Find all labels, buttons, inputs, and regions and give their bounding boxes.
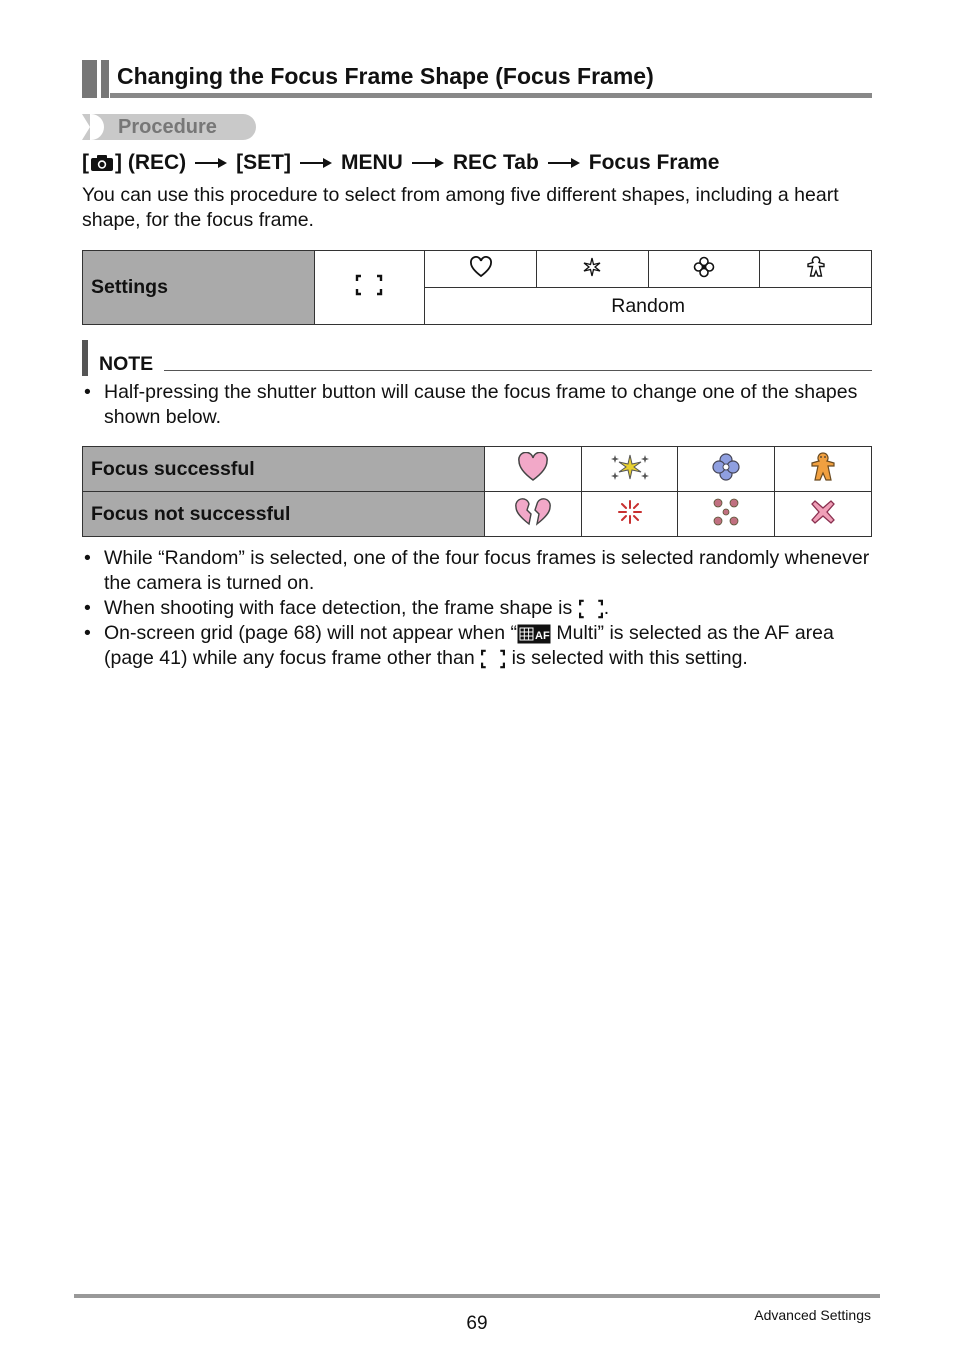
path-menu: MENU xyxy=(340,151,403,174)
chapter-title: Advanced Settings xyxy=(754,1307,871,1323)
focus-not-successful-label: Focus not successful xyxy=(83,492,485,537)
arrow-right-icon xyxy=(547,156,581,170)
path-rec-tab: REC Tab xyxy=(452,151,539,174)
note-label: NOTE xyxy=(99,353,154,375)
bracket-frame-icon xyxy=(355,274,383,296)
table-row xyxy=(83,447,872,492)
arrow-right-icon xyxy=(411,156,445,170)
heart-outline-icon xyxy=(469,256,493,278)
pink-cross-icon xyxy=(810,499,836,525)
bullet-grid: • On-screen grid (page 68) will not appear when “ AF Multi” is selected as the AF area (page 41) while any focus frame other than is selected with this setting. xyxy=(84,622,834,669)
footer-rule xyxy=(74,1294,880,1298)
section-rule xyxy=(110,93,872,98)
scattered-flower-icon xyxy=(711,497,741,527)
note-bar xyxy=(82,340,88,376)
note-rule xyxy=(164,370,872,371)
section-heading-bars xyxy=(82,60,112,98)
focus-successful-label: Focus successful xyxy=(83,447,485,492)
procedure-badge xyxy=(82,114,256,140)
bracket-frame-icon xyxy=(480,649,506,669)
flower-outline-icon xyxy=(693,256,715,278)
yellow-sparkle-icon xyxy=(610,451,650,483)
arrow-right-icon xyxy=(299,156,333,170)
note-bullet: • Half-pressing the shutter button will cause the focus frame to change one of the shapes shown below. xyxy=(84,381,858,428)
page-number: 69 xyxy=(466,1313,488,1334)
path-bracket-open: [ xyxy=(82,151,89,174)
path-rec: ] (REC) xyxy=(115,151,187,174)
intro-text: You can use this procedure to select from among five different shapes, including a heart shape, for the focus frame. xyxy=(82,184,839,231)
focus-table xyxy=(82,446,872,537)
procedure-label: Procedure xyxy=(118,116,217,138)
bullet-random: • While “Random” is selected, one of the four focus frames is selected randomly whenever the camera is turned on. xyxy=(84,547,870,594)
gingerbread-outline-icon xyxy=(806,256,826,278)
bullet-face-detection: • When shooting with face detection, the frame shape is . xyxy=(84,597,610,619)
sparkle-outline-icon xyxy=(582,257,602,277)
path-set: [SET] xyxy=(236,151,291,174)
broken-heart-icon xyxy=(514,497,552,527)
orange-gingerbread-icon xyxy=(810,452,836,482)
menu-path xyxy=(82,149,720,177)
pink-heart-icon xyxy=(517,452,549,482)
bracket-frame-icon xyxy=(578,599,604,619)
settings-table xyxy=(82,250,872,325)
svg-text:AF: AF xyxy=(534,629,550,642)
table-row xyxy=(83,492,872,537)
camera-icon xyxy=(90,154,114,172)
section-title: Changing the Focus Frame Shape (Focus Frame) xyxy=(117,63,654,89)
settings-header: Settings xyxy=(83,251,315,325)
path-focus-frame: Focus Frame xyxy=(588,151,720,174)
arrow-right-icon xyxy=(194,156,228,170)
multi-af-icon xyxy=(517,624,551,644)
blue-flower-icon xyxy=(711,452,741,482)
red-sparkle-icon xyxy=(617,499,643,525)
random-option: Random xyxy=(425,288,872,325)
